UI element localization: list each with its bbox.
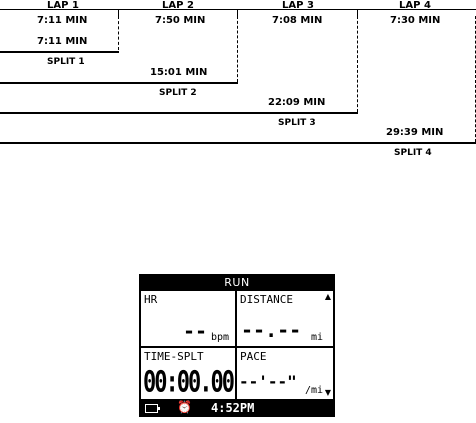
status-bar (139, 400, 335, 417)
battery-icon (145, 404, 158, 413)
triangle-down-icon[interactable]: ▼ (324, 388, 331, 397)
lap-4-time: 7:30 MIN (390, 15, 441, 26)
split-3-bar (0, 112, 358, 114)
triangle-up-icon[interactable]: ▲ (324, 292, 331, 301)
lap-3-title: LAP 3 (282, 0, 314, 11)
watch-screen (139, 274, 335, 417)
split-1-label: SPLIT 1 (47, 57, 85, 67)
split-2-bar (0, 82, 238, 84)
lap-3-boundary (357, 16, 358, 112)
split-4-time: 29:39 MIN (386, 127, 444, 138)
distance-panel (237, 291, 333, 346)
hr-value: -- (183, 319, 208, 343)
time-split-label: TIME-SPLT (144, 350, 204, 363)
lap-1-title: LAP 1 (47, 0, 79, 11)
split-1-time: 7:11 MIN (37, 36, 88, 47)
clock-time: 4:52PM (211, 401, 255, 415)
time-split-panel (141, 348, 235, 399)
time-split-value: 00:00.00 (143, 366, 233, 399)
hr-panel (141, 291, 235, 346)
hr-unit: bpm (211, 332, 230, 343)
lap-split-diagram (0, 0, 476, 160)
split-1-bar (0, 51, 119, 53)
pace-label: PACE (240, 350, 267, 363)
lap-3-time: 7:08 MIN (272, 15, 323, 26)
split-3-label: SPLIT 3 (278, 118, 316, 128)
lap-2-boundary (237, 16, 238, 82)
split-3-time: 22:09 MIN (268, 97, 326, 108)
lap-1-boundary (118, 16, 119, 50)
split-2-time: 15:01 MIN (150, 67, 208, 78)
distance-unit: mi (311, 332, 324, 343)
lap-2-title: LAP 2 (162, 0, 194, 11)
split-4-label: SPLIT 4 (394, 148, 432, 158)
pace-value: --'--" (239, 372, 297, 391)
lap-1-time: 7:11 MIN (37, 15, 88, 26)
distance-label: DISTANCE (240, 293, 293, 306)
split-4-bar (0, 142, 476, 144)
lap-4-title: LAP 4 (399, 0, 431, 11)
pace-unit: /mi (305, 385, 324, 396)
lap-2-time: 7:50 MIN (155, 15, 206, 26)
split-2-label: SPLIT 2 (159, 88, 197, 98)
screen-title: RUN (224, 276, 250, 289)
hr-label: HR (144, 293, 158, 306)
alarm-clock-icon: ⏰ (177, 400, 192, 414)
distance-value: --.-- (241, 318, 302, 342)
pace-panel (237, 348, 333, 399)
